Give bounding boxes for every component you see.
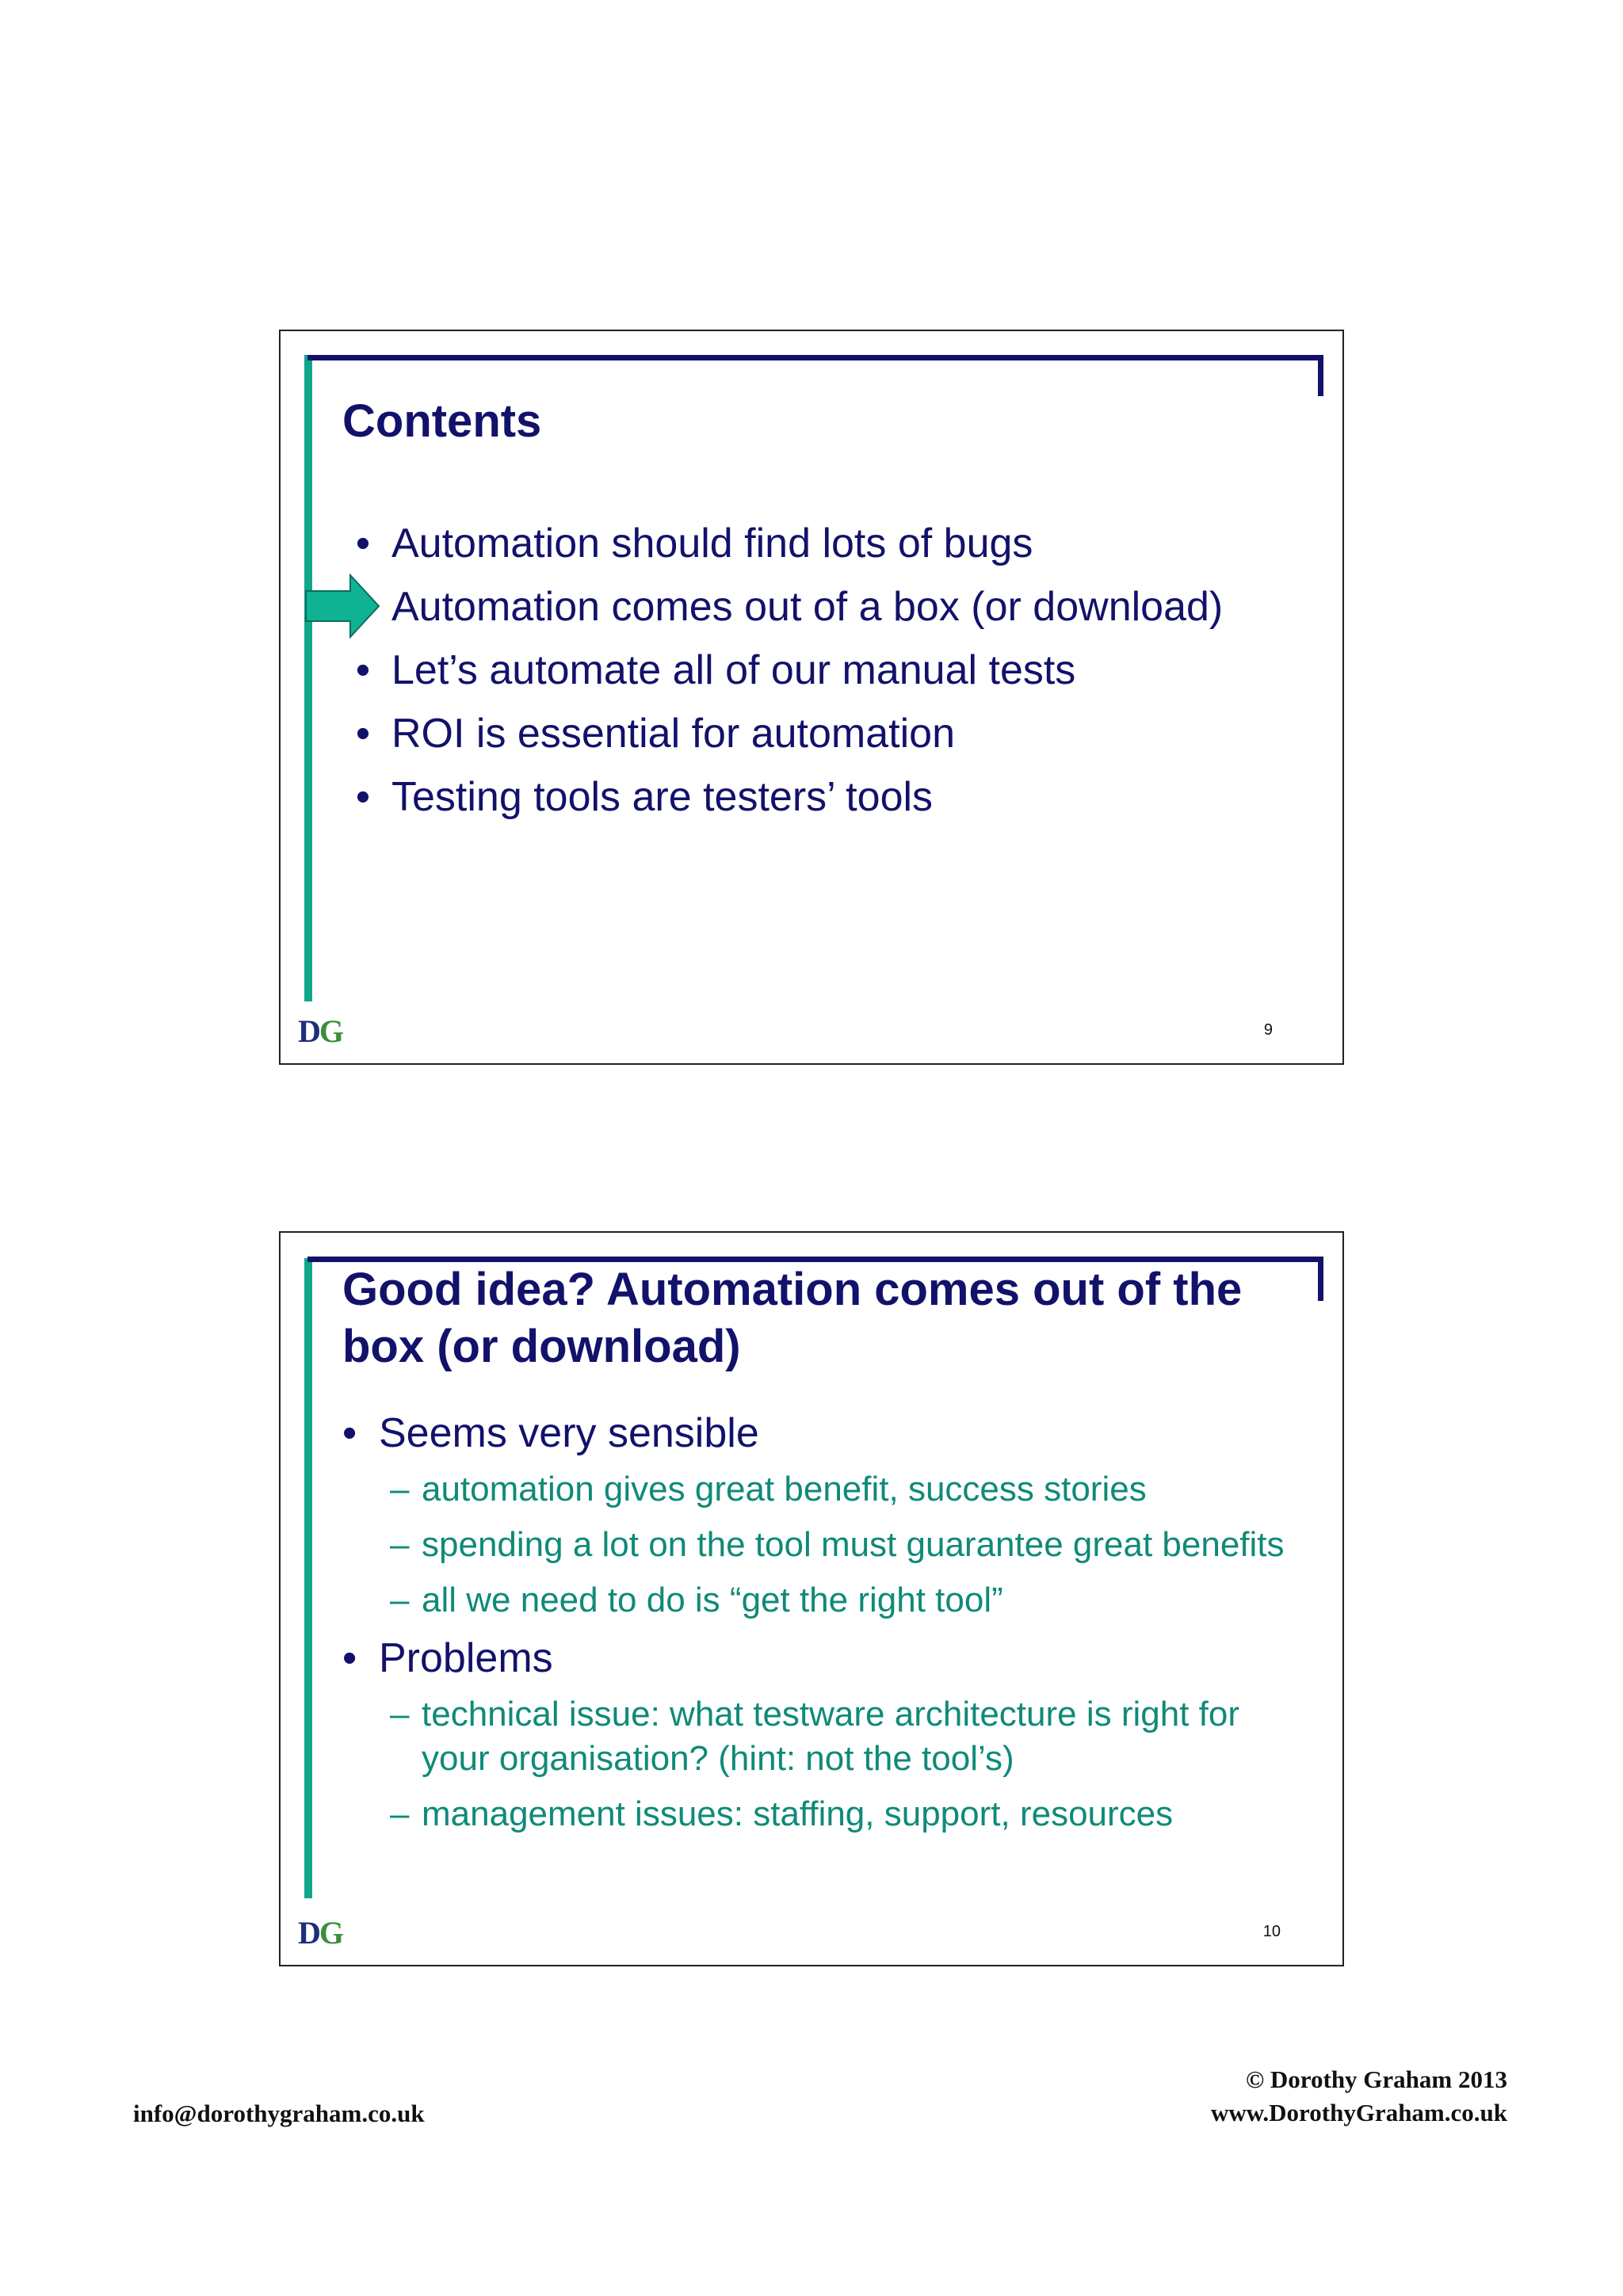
- list-item: • Testing tools are testers’ tools: [347, 765, 1223, 829]
- dg-logo: DG: [298, 1915, 343, 1951]
- footer-credits: [1211, 2063, 1507, 2130]
- sub-list-item: – management issues: staffing, support, resources: [390, 1794, 1174, 1833]
- list-item: • Problems: [342, 1635, 553, 1681]
- slide-content: [342, 1409, 1309, 1848]
- page-number: 10: [1262, 1923, 1281, 1940]
- sub-list-item: – all we need to do is “get the right tool”: [390, 1581, 1003, 1619]
- list-item: • Seems very sensible: [342, 1410, 759, 1456]
- page-number: 9: [1263, 1021, 1273, 1039]
- bullet: •: [342, 1410, 357, 1456]
- sub-list-item: – spending a lot on the tool must guarantee great benefits: [390, 1525, 1285, 1564]
- slide-contents: [279, 330, 1344, 1065]
- bullet: •: [355, 521, 371, 566]
- sub-list-item: – automation gives great benefit, success stories: [390, 1470, 1147, 1508]
- bullet: •: [355, 711, 371, 757]
- bullet: •: [355, 774, 371, 820]
- list-item: • ROI is essential for automation: [347, 702, 1223, 765]
- dg-logo: DG: [298, 1013, 343, 1049]
- footer-website: www.DorothyGraham.co.uk: [1210, 2099, 1507, 2126]
- accent-bar-top: [307, 355, 1323, 360]
- contents-list: [347, 512, 1223, 829]
- list-item: • Automation should find lots of bugs: [347, 512, 1223, 575]
- sub-list-item: – technical issue: what testware architecture is right for your organisation? (hint: not the tool’s): [390, 1695, 1240, 1778]
- accent-bar-right: [1318, 355, 1323, 396]
- slide-title: Contents: [342, 395, 542, 447]
- footer-copyright: © Dorothy Graham 2013: [1246, 2065, 1507, 2093]
- accent-bar-left: [304, 355, 312, 1001]
- list-item: • Let’s automate all of our manual tests: [347, 639, 1223, 702]
- bullet: •: [355, 647, 371, 693]
- footer-email: info@dorothygraham.co.uk: [133, 2100, 425, 2127]
- bullet: •: [342, 1635, 357, 1681]
- list-item-current: Automation comes out of a box (or download): [391, 584, 1224, 630]
- accent-bar-left: [304, 1258, 312, 1898]
- slide-title: Good idea? Automation comes out of the box (or download): [342, 1264, 1243, 1372]
- slide-good-idea: [279, 1231, 1344, 1966]
